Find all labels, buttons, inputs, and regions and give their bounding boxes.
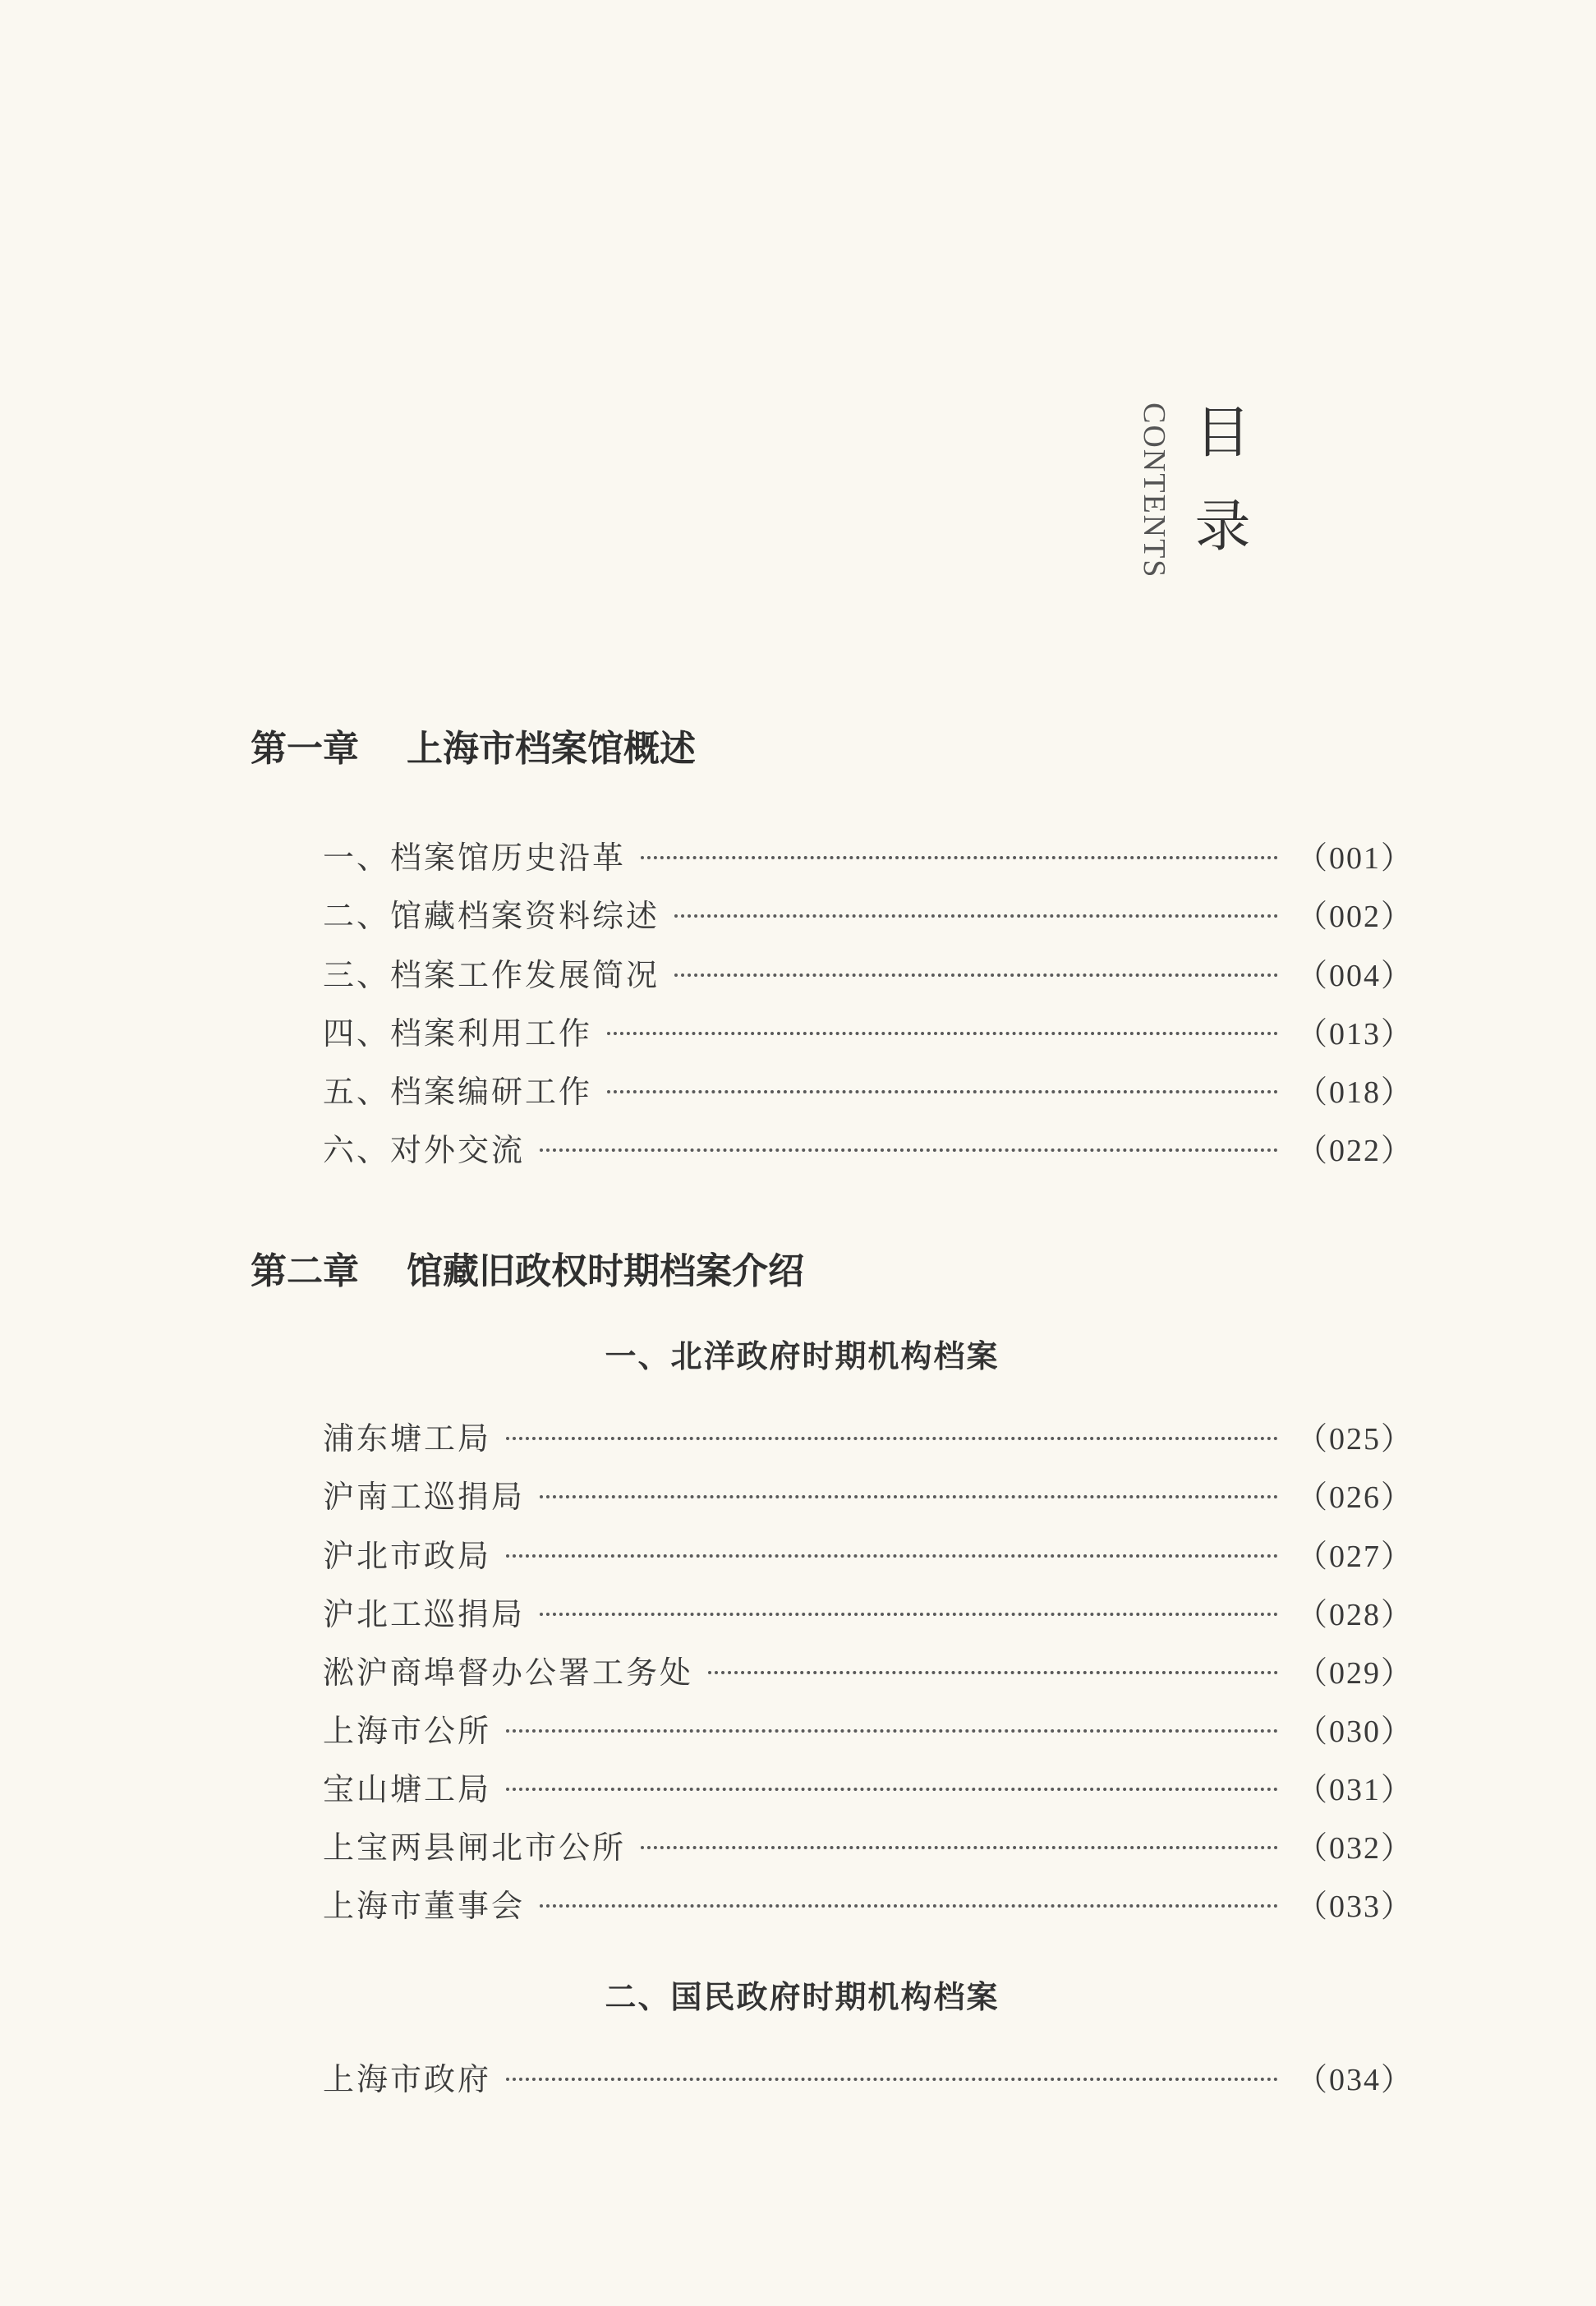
entry-title: 浦东塘工局 (323, 1420, 492, 1457)
entry-page: （022） (1295, 1133, 1414, 1168)
dot-leader (506, 1554, 1278, 1558)
dot-leader (506, 1437, 1278, 1440)
chapter-1-heading (251, 719, 696, 771)
toc-entry[interactable] (323, 891, 1414, 934)
toc-entry[interactable] (323, 1765, 1414, 1807)
entry-page: （032） (1295, 1830, 1414, 1866)
chapter-2-number: 第二章 (251, 1250, 359, 1292)
entry-title: 宝山塘工局 (323, 1770, 492, 1807)
toc-entry[interactable] (323, 1472, 1414, 1515)
entry-page: （013） (1295, 1016, 1414, 1052)
dot-leader (540, 1904, 1278, 1908)
toc-entry[interactable] (323, 1067, 1414, 1110)
toc-entry[interactable] (323, 1414, 1414, 1457)
entry-title: 一、档案馆历史沿革 (323, 839, 627, 876)
dot-leader (506, 2078, 1278, 2081)
entry-page: （034） (1295, 2062, 1414, 2097)
entry-page: （004） (1295, 958, 1414, 993)
dot-leader (540, 1613, 1278, 1616)
entry-title: 上海市公所 (323, 1712, 492, 1749)
contents-en-label: CONTENTS (1137, 403, 1171, 579)
dot-leader (708, 1671, 1278, 1674)
dot-leader (674, 914, 1278, 918)
entry-page: （027） (1295, 1539, 1414, 1574)
dot-leader (607, 1032, 1278, 1035)
entry-page: （026） (1295, 1480, 1414, 1515)
toc-entry[interactable] (323, 1125, 1414, 1168)
toc-entry[interactable] (323, 1590, 1414, 1632)
dot-leader (540, 1495, 1278, 1498)
entry-title: 三、档案工作发展简况 (323, 956, 660, 993)
toc-entry[interactable] (323, 833, 1414, 876)
chapter-2-heading (251, 1241, 804, 1294)
chapter-1-number: 第一章 (251, 728, 359, 770)
dot-leader (506, 1729, 1278, 1733)
entry-page: （002） (1295, 899, 1414, 934)
dot-leader (641, 1846, 1278, 1849)
entry-page: （033） (1295, 1889, 1414, 1924)
entry-page: （018） (1295, 1075, 1414, 1110)
entry-title: 上海市政府 (323, 2060, 492, 2097)
dot-leader (607, 1090, 1278, 1093)
toc-entry[interactable] (323, 1881, 1414, 1924)
entry-title: 沪南工巡捐局 (323, 1478, 526, 1515)
dot-leader (641, 856, 1278, 859)
toc-entry[interactable] (323, 1706, 1414, 1749)
entry-page: （028） (1295, 1597, 1414, 1632)
toc-entry[interactable] (323, 1531, 1414, 1574)
entry-page: （025） (1295, 1421, 1414, 1457)
dot-leader (540, 1148, 1278, 1152)
toc-entry[interactable] (323, 1009, 1414, 1052)
entry-page: （029） (1295, 1655, 1414, 1691)
entry-title: 淞沪商埠督办公署工务处 (323, 1654, 694, 1691)
entry-page: （031） (1295, 1772, 1414, 1807)
toc-header (1134, 403, 1265, 591)
toc-entry[interactable] (323, 1823, 1414, 1866)
dot-leader (674, 973, 1278, 977)
chapter-1-title: 上海市档案馆概述 (407, 728, 696, 770)
entry-title: 五、档案编研工作 (323, 1073, 593, 1110)
entry-title: 上宝两县闸北市公所 (323, 1829, 627, 1866)
entry-title: 四、档案利用工作 (323, 1015, 593, 1052)
entry-page: （001） (1295, 840, 1414, 876)
entry-title: 沪北市政局 (323, 1537, 492, 1574)
entry-page: （030） (1295, 1714, 1414, 1749)
entry-title: 上海市董事会 (323, 1887, 526, 1924)
chapter-2-title: 馆藏旧政权时期档案介绍 (407, 1250, 804, 1292)
toc-entry[interactable] (323, 2055, 1414, 2097)
entry-title: 二、馆藏档案资料综述 (323, 897, 660, 934)
section-heading: 一、北洋政府时期机构档案 (605, 1338, 1000, 1374)
toc-entry[interactable] (323, 1648, 1414, 1691)
dot-leader (506, 1788, 1278, 1791)
entry-title: 沪北工巡捐局 (323, 1595, 526, 1632)
toc-entry[interactable] (323, 950, 1414, 993)
entry-title: 六、对外交流 (323, 1131, 526, 1168)
toc-title: 目录 (1185, 403, 1250, 590)
section-heading: 二、国民政府时期机构档案 (605, 1979, 1000, 2015)
